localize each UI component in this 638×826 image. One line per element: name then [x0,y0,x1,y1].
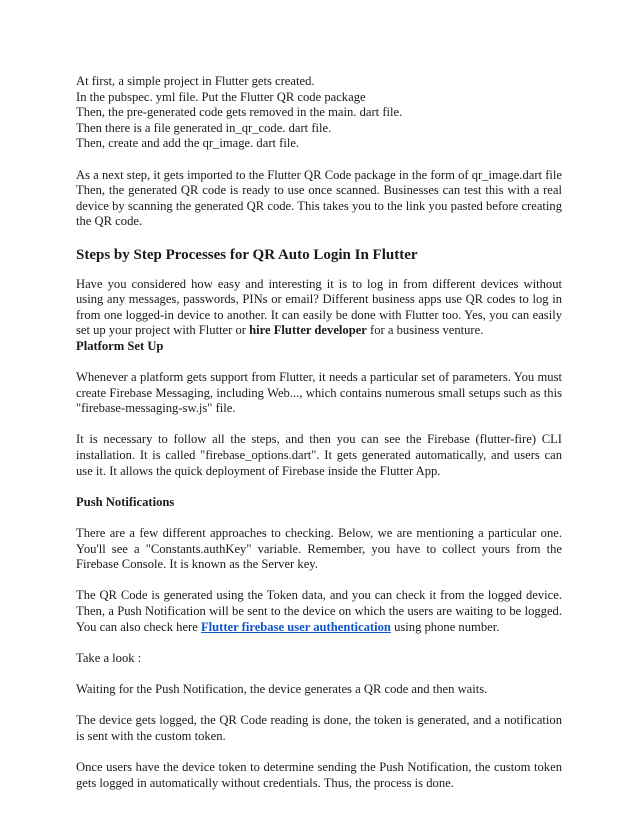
paragraph-logged: The device gets logged, the QR Code reading is done, the token is generated, and a notification is sent with the custom token. [76,713,562,743]
paragraph-platform: Whenever a platform gets support from Flutter, it needs a particular set of parameters. You must create Firebase Messaging, including Web..., which contains numerous small setups such as this "firebase-messaging-sw.js" file. [76,370,562,416]
paragraph-qr-text: The QR Code is generated using the Token data, and you can check it from the logged device. Then, a Push Notification will be sent to the device on which the users are waiting to be logged. You can also check here [76,588,562,634]
subheading-platform-setup: Platform Set Up [76,338,164,353]
intro-steps [76,74,562,152]
intro-line: Then there is a file generated in_qr_code. dart file. [76,120,332,135]
intro-line: In the pubspec. yml file. Put the Flutter QR code package [76,89,366,104]
paragraph-once: Once users have the device token to determine sending the Push Notification, the custom token gets logged in automatically without credentials. Thus, the process is done. [76,759,562,790]
paragraph-approaches: There are a few different approaches to checking. Below, we are mentioning a particular one. You'll see a "Constants.authKey" variable. Remember, you have to collect yours from the Firebase Console. It is known as the Server key. [76,526,562,572]
paragraph-qr-tail: using phone number. [390,619,500,634]
paragraph-next-step: As a next step, it gets imported to the Flutter QR Code package in the form of qr_image.dart file Then, the generated QR code is ready to use once scanned. Businesses can test this with a real device by scanning the generated QR code. This takes you to the link you pasted before creating the QR code. [76,167,562,229]
subheading-push-notifications: Push Notifications [76,494,175,509]
paragraph-waiting: Waiting for the Push Notification, the device generates a QR code and then waits. [76,681,488,696]
intro-line: Then, the pre-generated code gets removed in the main. dart file. [76,105,403,120]
paragraph-considered-tail: for a business venture. [366,323,484,338]
spacer [76,152,562,168]
flutter-firebase-auth-link[interactable]: Flutter firebase user authentication [200,619,391,634]
document-page [76,74,562,807]
section-heading: Steps by Step Processes for QR Auto Login In Flutter [76,246,418,263]
paragraph-considered [76,277,562,339]
paragraph-take-a-look: Take a look : [76,650,142,665]
paragraph-qr [76,588,562,635]
intro-line: At first, a simple project in Flutter gets created. [76,74,315,88]
paragraph-considered-text: Have you considered how easy and interesting it is to log in from different devices without using any messages, passwords, PINs or email? Different business apps use QR codes to log in from one logged-in device to another. It can easily be done with Flutter too. Yes, you can easily set up your project with Flutter or [76,276,562,338]
hire-flutter-developer-bold: hire Flutter developer [249,323,367,338]
intro-line: Then, create and add the qr_image. dart file. [76,136,300,151]
paragraph-steps: It is necessary to follow all the steps, and then you can see the Firebase (flutter-fire) CLI installation. It is called "firebase_options.dart". It gets generated automatically, and users can use it. It allows the quick deployment of Firebase inside the Flutter App. [76,432,562,478]
